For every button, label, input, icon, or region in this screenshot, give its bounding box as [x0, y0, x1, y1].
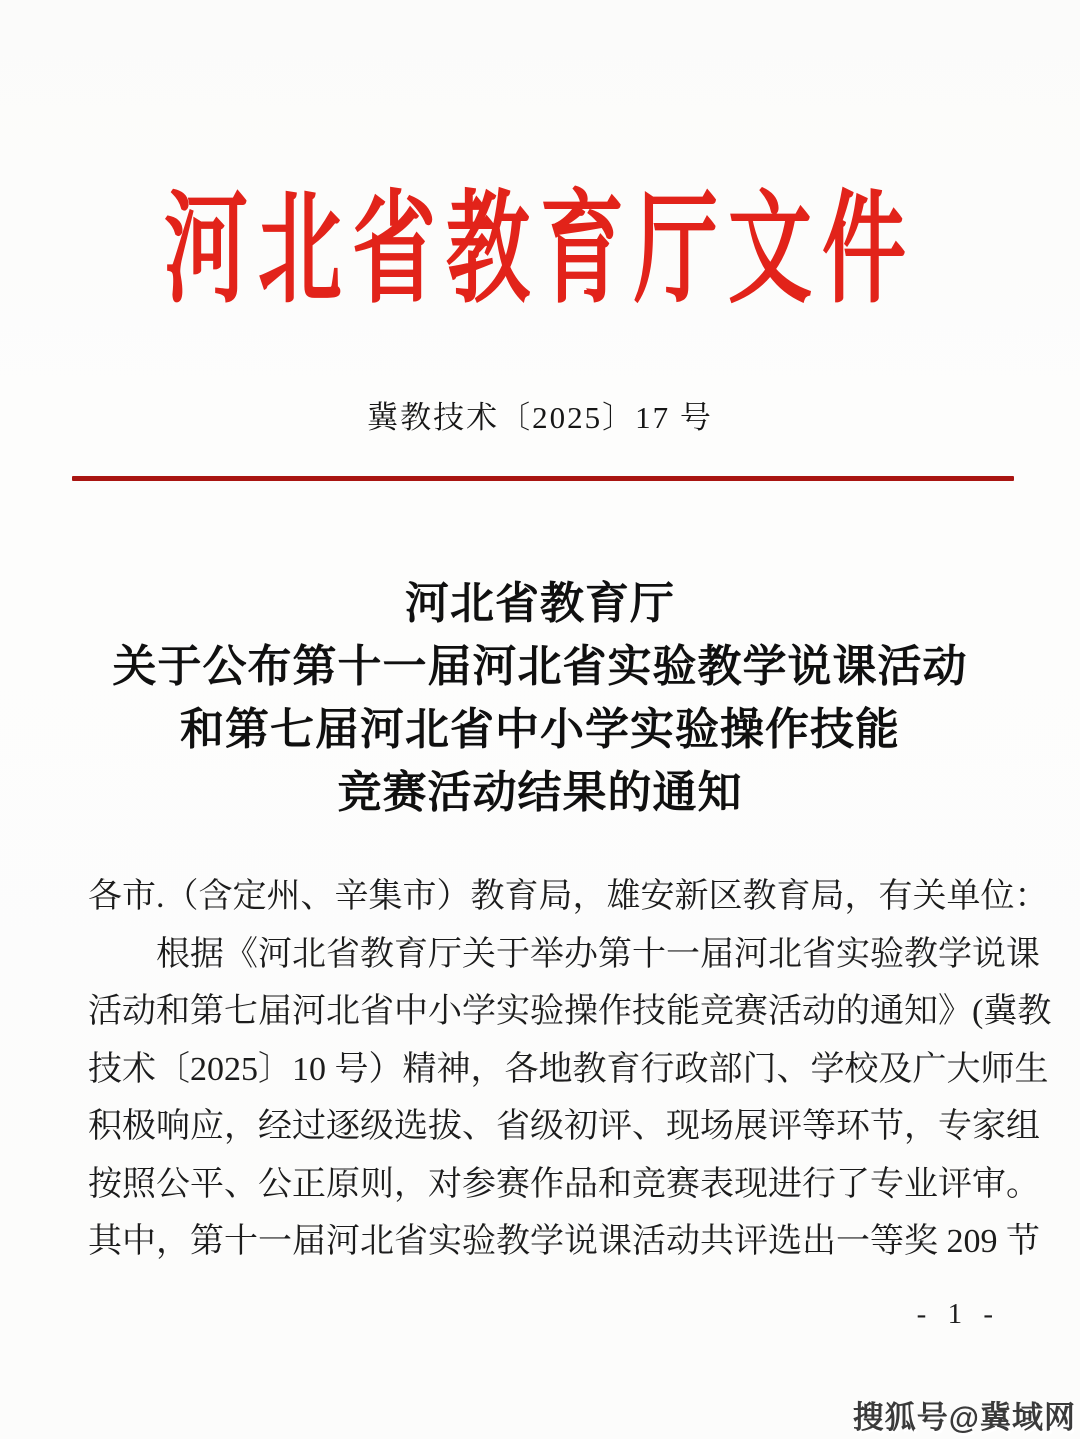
body-line: 活动和第七届河北省中小学实验操作技能竞赛活动的通知》(冀教	[88, 993, 1052, 1030]
letterhead-divider-rule	[72, 476, 1014, 481]
body-line: 技术〔2025〕10 号）精神，各地教育行政部门、学校及广大师生	[88, 1050, 1049, 1088]
page-number: - 1 -	[916, 1298, 1000, 1330]
salutation-line: 各市.（含定州、辛集市）教育局，雄安新区教育局，有关单位：	[88, 878, 1049, 915]
document-title	[40, 572, 1040, 824]
document-title-line: 竞赛活动结果的通知	[337, 768, 743, 817]
body-line: 积极响应，经过逐级选拔、省级初评、现场展评等环节，专家组	[88, 1108, 1040, 1145]
watermark-label: 搜狐号@冀域网	[852, 1400, 1076, 1435]
document-title-line: 关于公布第十一届河北省实验教学说课活动	[112, 642, 968, 691]
document-title-line: 河北省教育厅	[405, 579, 675, 628]
body-line: 按照公平、公正原则，对参赛作品和竞赛表现进行了专业评审。	[88, 1165, 1040, 1203]
document-body	[88, 868, 1052, 1271]
body-line: 其中，第十一届河北省实验教学说课活动共评选出一等奖 209 节	[88, 1223, 1040, 1260]
letterhead-title: 河北省教育厅文件	[163, 183, 916, 319]
document-number: 冀教技术〔2025〕17 号	[367, 400, 713, 435]
document-title-line: 和第七届河北省中小学实验操作技能	[180, 705, 900, 754]
body-line: 根据《河北省教育厅关于举办第十一届河北省实验教学说课	[156, 935, 1040, 973]
